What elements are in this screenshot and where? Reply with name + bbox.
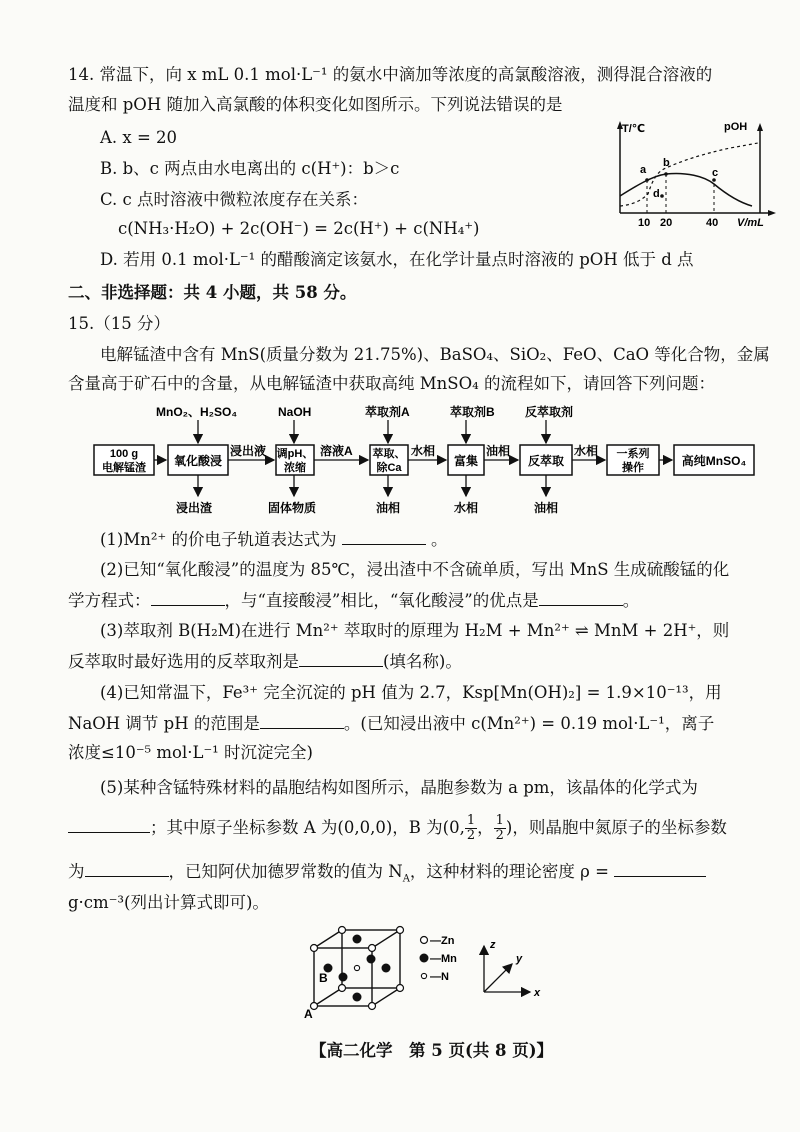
box-back-extract: 反萃取 [527,454,565,468]
q15-part5-line1: (5)某种含锰特殊材料的晶胞结构如图所示，晶胞参数为 a pm，该晶体的化学式为 [100,778,698,797]
q15-part2-line2: 学方程式： ，与“直接酸浸”相比，“氧化酸浸”的优点是 。 [68,591,640,610]
box-adjust-ph-line1: 调pH、 [276,448,314,460]
graph-point-a: a [640,164,647,176]
box-oxidize-acid-leach: 氧化酸浸 [173,454,223,468]
graph-point-c: c [712,167,719,179]
output-organic-2: 油相 [534,501,559,515]
legend-zn: —Zn [430,935,455,947]
arrow-label-aqueous-2: 水相 [574,444,599,458]
graph-point-b: b [663,157,670,169]
output-leach-residue: 浸出渣 [176,501,213,515]
graph-xtick-10: 10 [638,217,651,229]
q14-option-c-equation: c(NH₃·H₂O) + 2c(OH⁻) = 2c(H⁺) + c(NH₄⁺) [118,219,480,238]
answer-blank[interactable] [68,816,150,833]
q14-option-b: B. b、c 两点由水电离出的 c(H⁺)：b＞c [100,159,400,178]
q15-part2-line1: (2)已知“氧化酸浸”的温度为 85℃，浸出渣中不含硫单质，写出 MnS 生成硫酸锰的化 [100,560,730,579]
section-2-heading: 二、非选择题：共 4 小题，共 58 分。 [68,283,357,302]
arrow-label-leachate: 浸出液 [230,444,267,458]
box-start-line2: 电解锰渣 [102,462,146,474]
answer-blank[interactable] [151,589,225,606]
answer-blank[interactable] [85,860,169,877]
axis-x-label: x [534,987,541,999]
output-aqueous: 水相 [454,501,479,515]
box-adjust-ph-line2: 浓缩 [284,462,306,474]
q15-part5-line3: 为 ，已知阿伏加德罗常数的值为 $N_A$，这种材料的理论密度 ρ = [68,860,706,883]
graph-xtick-20: 20 [660,217,673,229]
q14-stem-line1: 14. 常温下，向 x mL 0.1 mol·L⁻¹ 的氨水中滴加等浓度的高氯酸溶液，测得混合溶液的 [68,65,713,84]
graph-xlabel: V/mL [737,217,764,229]
reagent-naoh: NaOH [278,405,312,419]
box-high-purity-mnso4: 高纯MnSO₄ [681,454,747,468]
q15-intro-line1: 电解锰渣中含有 MnS(质量分数为 21.75%)、BaSO₄、SiO₂、FeO、CaO 等化合物，金属 [100,345,770,364]
box-extract-line1: 萃取、 [372,448,406,460]
fraction-half: $\frac{1}{2}$ [466,813,476,843]
point-label-b: B [319,971,328,985]
axis-z-label: z [490,939,496,951]
q15-heading: 15.（15 分） [68,314,170,333]
reagent-extractant-a: 萃取剂A [365,405,410,419]
q15-part1: (1)Mn²⁺ 的价电子轨道表达式为 。 [100,530,448,549]
answer-blank[interactable] [539,589,623,606]
q15-part3-line2: 反萃取时最好选用的反萃取剂是 (填名称)。 [68,652,462,671]
box-enrich: 富集 [453,454,479,468]
arrow-label-aqueous-1: 水相 [411,444,436,458]
answer-blank[interactable] [342,528,426,545]
graph-point-d: d [653,188,660,200]
reagent-mno2-h2so4: MnO₂、H₂SO₄ [156,405,238,419]
q14-stem-line2: 温度和 pOH 随加入高氯酸的体积变化如图所示。下列说法错误的是 [68,95,563,114]
axis-y-label: y [516,953,523,965]
reagent-back-extractant: 反萃取剂 [525,405,574,419]
output-solid: 固体物质 [268,501,317,515]
q14-option-c: C. c 点时溶液中微粒浓度存在关系： [100,190,369,209]
arrow-label-organic: 油相 [486,444,511,458]
crystal-unit-cell-figure [300,920,550,1020]
q14-titration-graph [600,118,780,230]
box-operations-line2: 操作 [622,462,644,474]
arrow-label-solution-a: 溶液A [320,444,353,458]
box-start-line1: 100 g [109,448,139,460]
q14-option-a: A. x = 20 [100,128,178,147]
q15-part5-line4: g·cm⁻³(列出计算式即可)。 [68,893,269,912]
q15-part4-line3: 浓度≤10⁻⁵ mol·L⁻¹ 时沉淀完全) [68,743,313,762]
answer-blank[interactable] [614,860,706,877]
fraction-half: $\frac{1}{2}$ [495,813,504,843]
legend-n: —N [430,971,449,983]
legend-mn: —Mn [430,953,457,965]
answer-blank[interactable] [299,650,383,667]
q15-part5-line2: ；其中原子坐标参数 A 为(0,0,0)，B 为(0, $\frac{1}{2}$ ， $\frac{1}{2}$ )，则晶胞中氮原子的坐标参数 [68,814,727,843]
answer-blank[interactable] [260,712,344,729]
page-footer: 【高二化学 第 5 页(共 8 页)】 [310,1041,554,1060]
q15-part4-line2: NaOH 调节 pH 的范围是 。(已知浸出液中 c(Mn²⁺) = 0.19 mol·L⁻¹，离子 [68,714,715,733]
q15-part4-line1: (4)已知常温下，Fe³⁺ 完全沉淀的 pH 值为 2.7，Ksp[Mn(OH)₂] = 1.9×10⁻¹³，用 [100,683,722,702]
box-operations-line1: 一系列 [616,448,650,460]
reagent-extractant-b: 萃取剂B [450,405,495,419]
q14-option-d: D. 若用 0.1 mol·L⁻¹ 的醋酸滴定该氨水，在化学计量点时溶液的 pOH 低于 d 点 [100,250,694,269]
graph-ylabel-right: pOH [724,121,748,133]
point-label-a: A [304,1007,313,1020]
output-organic-1: 油相 [376,501,401,515]
graph-ylabel-left: T/℃ [622,123,646,135]
q15-process-flowchart [80,400,770,518]
graph-xtick-40: 40 [706,217,719,229]
q15-part3-line1: (3)萃取剂 B(H₂M)在进行 Mn²⁺ 萃取时的原理为 H₂M + Mn²⁺ ⇌ MnM + 2H⁺，则 [100,621,730,640]
box-extract-line2: 除Ca [376,462,402,474]
q15-intro-line2: 含量高于矿石中的含量，从电解锰渣中获取高纯 MnSO₄ 的流程如下，请回答下列问题： [68,374,715,393]
